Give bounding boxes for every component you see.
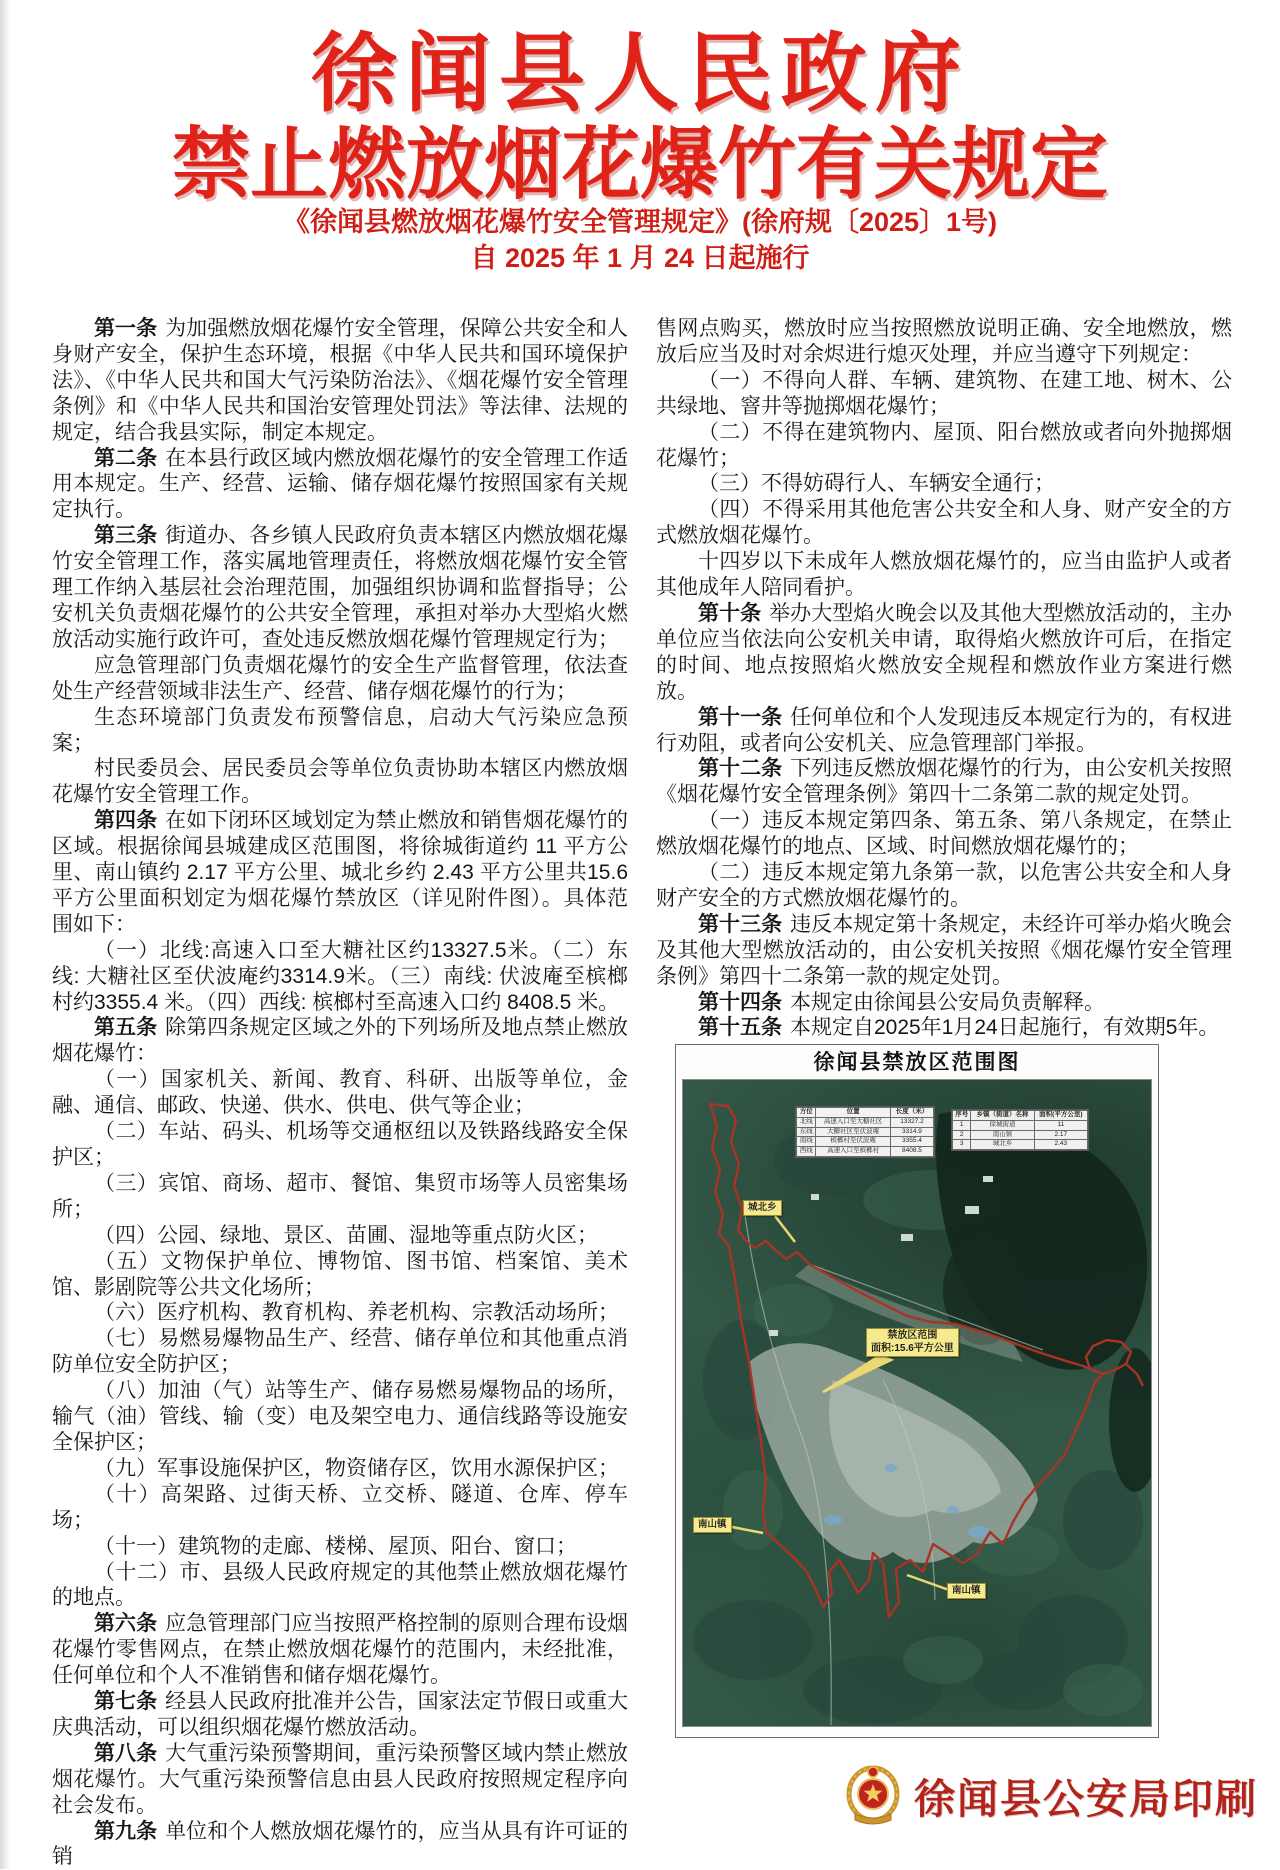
table-cell: 3355.4 [890,1137,933,1147]
table-header-cell: 位置 [816,1108,891,1118]
article-text: （十一）建筑物的走廊、楼梯、屋顶、阳台、窗口； [94,1534,577,1558]
table-header-cell: 长度（米） [890,1108,933,1118]
article-number: 第二条 [94,446,158,470]
article-paragraph [656,705,1232,757]
table-header-cell: 序号 [953,1111,971,1121]
article-paragraph [52,523,628,653]
article-text: （三）宾馆、商场、超市、餐馆、集贸市场等人员密集场所； [52,1171,628,1221]
article-number: 第七条 [94,1690,158,1714]
article-number: 第三条 [94,524,158,548]
table-cell: 南线 [797,1137,816,1147]
article-number: 第十条 [698,601,762,625]
page-title-line2: 禁止燃放烟花爆竹有关规定 [171,120,1108,208]
map-table [796,1107,934,1157]
annotation-line2: 面积:15.6平方公里 [871,1342,954,1354]
scan-edge [0,0,10,1869]
article-paragraph [52,1067,628,1119]
article-text: （十）高架路、过街天桥、立交桥、隧道、仓库、停车场； [52,1482,628,1532]
article-text: 应急管理部门负责烟花爆竹的安全生产监督管理，依法查处生产经营领域非法生产、经营、储存烟花爆竹的行为； [52,653,628,703]
article-paragraph [52,446,628,524]
article-text: 大气重污染预警期间，重污染预警区域内禁止燃放烟花爆竹。大气重污染预警信息由县人民政府按照规定程序向社会发布。 [52,1741,629,1817]
article-paragraph [52,1015,628,1067]
article-text: 下列违反燃放烟花爆竹的行为，由公安机关按照《烟花爆竹安全管理条例》第四十二条第二款的规定处罚。 [656,757,1232,807]
table-cell: 槟榔村至伏波庵 [816,1137,891,1147]
article-paragraph [52,705,628,757]
article-paragraph [656,912,1232,990]
article-text: 经县人民政府批准并公告，国家法定节假日或重大庆典活动，可以组织烟花爆竹燃放活动。 [52,1690,629,1739]
article-text: 除第四条规定区域之外的下列场所及地点禁止燃放烟花爆竹： [52,1016,629,1066]
table-cell: 西线 [797,1147,816,1157]
article-text: 单位和个人燃放烟花爆竹的，应当从具有许可证的销 [52,1819,629,1869]
article-text: （二）不得在建筑物内、屋顶、阳台燃放或者向外抛掷烟花爆竹； [656,420,1232,470]
left-text-column [52,316,628,1870]
article-text: （六）医疗机构、教育机构、养老机构、宗教活动场所； [94,1301,619,1325]
table-cell: 大糖社区至伏波庵 [816,1127,891,1137]
article-text: （一）北线:高速入口至大糖社区约13327.5米。（二）东线: 大糖社区至伏波庵约3314.9米。（三）南线: 伏波庵至槟榔村约3355.4 米。（四）西线: 槟榔村至高速入口约 8408.5 米。 [52,938,628,1014]
article-number: 第十二条 [698,757,783,781]
article-paragraph [52,1534,628,1560]
article-paragraph [656,601,1232,705]
table-cell: 2.17 [1034,1130,1087,1140]
article-text: （二）违反本规定第九条第一款，以危害公共安全和人身财产安全的方式燃放烟花爆竹的。 [656,861,1232,910]
article-paragraph [52,756,628,808]
article-paragraph [52,808,628,938]
town-area-table [951,1109,1089,1151]
boundary-length-table [795,1106,935,1158]
article-number: 第四条 [94,809,158,833]
table-row [953,1140,1088,1150]
table-cell: 城北乡 [971,1140,1034,1150]
table-row [797,1117,934,1127]
article-text: 街道办、各乡镇人民政府负责本辖区内燃放烟花爆竹安全管理工作，落实属地管理责任，将燃放烟花爆竹安全管理工作纳入基层社会治理范围，加强组织协调和监督指导；公安机关负责烟花爆竹的公共安全管理，承担对举办大型焰火燃放活动实施行政许可，查处违反燃放烟花爆竹管理规定行为； [52,524,629,651]
article-paragraph [656,860,1232,912]
map-annotation-prohibited-area [866,1328,959,1357]
article-number: 第六条 [94,1612,158,1636]
article-paragraph [52,316,628,446]
article-paragraph [656,497,1232,549]
article-paragraph [52,1482,628,1534]
article-paragraph [656,808,1232,860]
table-row [953,1130,1088,1140]
annotation-line1: 禁放区范围 [887,1330,938,1341]
printed-by: 徐闻县公安局印刷 [914,1775,1258,1822]
article-text: （二）车站、码头、机场等交通枢纽以及铁路线路安全保护区； [52,1120,628,1169]
article-paragraph [52,653,628,705]
article-text: 十四岁以下未成年人燃放烟花爆竹的，应当由监护人或者其他成年人陪同看护。 [656,550,1232,600]
article-text: 生态环境部门负责发布预警信息，启动大气污染应急预案； [52,705,628,755]
article-number: 第一条 [94,317,158,340]
table-cell: 东线 [797,1127,816,1137]
table-header-cell: 面积(平方公里) [1034,1111,1087,1121]
article-text: 售网点购买，燃放时应当按照燃放说明正确、安全地燃放，燃放后应当及时对余烬进行熄灭处理，并应当遵守下列规定： [656,317,1232,366]
table-cell: 南山镇 [971,1130,1034,1140]
map-title: 徐闻县禁放区范围图 [813,1051,1021,1074]
article-text: 本规定自2025年1月24日起施行，有效期5年。 [789,1016,1220,1040]
satellite-map [682,1079,1152,1727]
table-cell: 高速入口至槟榔村 [816,1147,891,1157]
article-text: （九）军事设施保护区，物资储存区，饮用水源保护区； [94,1456,619,1480]
article-text: （四）公园、绿地、景区、苗圃、湿地等重点防火区； [94,1223,598,1247]
effective-date-line: 自 2025 年 1 月 24 日起施行 [470,243,810,273]
article-text: 应急管理部门应当按照严格控制的原则合理布设烟花爆竹零售网点，在禁止燃放烟花爆竹的范围内，未经批准，任何单位和个人不准销售和储存烟花爆竹。 [52,1612,629,1688]
article-text: 村民委员会、居民委员会等单位负责协助本辖区内燃放烟花爆竹安全管理工作。 [52,757,628,807]
table-header-cell: 方位 [797,1108,816,1118]
map-figure [675,1044,1159,1738]
table-cell: 3314.9 [890,1127,933,1137]
article-paragraph [52,1378,628,1456]
article-paragraph [52,1741,628,1819]
article-paragraph [656,756,1232,808]
table-row [797,1147,934,1157]
table-cell: 北线 [797,1117,816,1127]
article-paragraph [52,1611,628,1689]
article-paragraph [52,938,628,1016]
article-text: 为加强燃放烟花爆竹安全管理，保障公共安全和人身财产安全，保护生态环境，根据《中华人民共和国环境保护法》、《中华人民共和国大气污染防治法》、《烟花爆竹安全管理条例》和《中华人民共和国治安管理处罚法》等法律、法规的规定，结合我县实际，制定本规定。 [52,317,629,444]
table-cell: 徐城街道 [971,1120,1034,1130]
article-number: 第十五条 [698,1016,782,1040]
table-cell: 1 [953,1120,971,1130]
article-paragraph [656,316,1232,368]
article-paragraph [52,1326,628,1378]
article-paragraph [52,1249,628,1301]
table-row [797,1137,934,1147]
map-label-chengbeixiang: 城北乡 [743,1200,782,1216]
article-text: （一）不得向人群、车辆、建筑物、在建工地、树木、公共绿地、窨井等抛掷烟花爆竹； [656,368,1232,418]
article-text: 举办大型焰火晚会以及其他大型燃放活动的，主办单位应当依法向公安机关申请，取得焰火燃放许可后，在指定的时间、地点按照焰火燃放安全规程和燃放作业方案进行燃放。 [656,601,1233,703]
map-label-nanshanzhen-1: 南山镇 [693,1517,732,1533]
table-header-cell: 乡镇（街道）名称 [971,1111,1034,1121]
article-paragraph [52,1223,628,1249]
article-number: 第五条 [94,1016,158,1040]
article-paragraph [656,990,1232,1016]
article-text: （五）文物保护单位、博物馆、图书馆、档案馆、美术馆、影剧院等公共文化场所； [52,1249,628,1299]
article-number: 第十三条 [698,912,783,936]
article-text: 在如下闭环区域划定为禁止燃放和销售烟花爆竹的区域。根据徐闻县城建成区范围图，将徐城街道约 11 平方公里、南山镇约 2.17 平方公里、城北乡约 2.43 平方公里共15.6 平方公里面积划定为烟花爆竹禁放区（详见附件图）。具体范围如下： [52,809,629,936]
table-cell: 13327.2 [890,1117,933,1127]
article-number: 第十一条 [698,705,783,729]
article-paragraph [656,420,1232,472]
article-paragraph [52,1560,628,1612]
article-paragraph [52,1456,628,1482]
article-text: 本规定由徐闻县公安局负责解释。 [789,990,1105,1014]
table-cell: 8408.5 [890,1147,933,1157]
article-text: （一）国家机关、新闻、教育、科研、出版等单位，金融、通信、邮政、快递、供水、供电、供气等企业； [52,1068,628,1118]
table-row [953,1120,1088,1130]
article-paragraph [656,368,1232,420]
article-paragraph [656,1015,1232,1041]
article-text: （一）违反本规定第四条、第五条、第八条规定，在禁止燃放烟花爆竹的地点、区域、时间燃放烟花爆竹的； [656,809,1232,859]
article-number: 第十四条 [698,990,782,1014]
satellite-terrain [683,1080,1152,1727]
page-title-line1: 徐闻县人民政府 [311,26,969,122]
article-text: （三）不得妨碍行人、车辆安全通行； [698,472,1055,496]
article-paragraph [52,1300,628,1326]
article-text: （八）加油（气）站等生产、储存易燃易爆物品的场所，输气（油）管线、输（变）电及架空电力、通信线路等设施安全保护区； [52,1379,628,1454]
article-text: （十二）市、县级人民政府规定的其他禁止燃放烟花爆竹的地点。 [52,1560,628,1610]
map-table [952,1110,1088,1150]
article-paragraph [656,549,1232,601]
article-text: 在本县行政区域内燃放烟花爆竹的安全管理工作适用本规定。生产、经营、运输、储存烟花爆竹按照国家有关规定执行。 [52,446,629,522]
map-label-nanshanzhen-2: 南山镇 [947,1583,986,1599]
police-badge-icon [845,1764,901,1826]
table-cell: 2.43 [1034,1140,1087,1150]
article-number: 第八条 [94,1741,158,1765]
article-text: （七）易燃易爆物品生产、经营、储存单位和其他重点消防单位安全防护区； [52,1327,628,1377]
article-paragraph [52,1819,628,1870]
article-number: 第九条 [94,1819,158,1843]
article-paragraph [656,471,1232,497]
table-row [797,1127,934,1137]
table-cell: 高速入口至大糖社区 [816,1117,891,1127]
article-paragraph [52,1689,628,1741]
table-cell: 3 [953,1140,971,1150]
table-cell: 11 [1034,1120,1087,1130]
regulation-reference: 《徐闻县燃放烟花爆竹安全管理规定》(徐府规〔2025〕1号) [282,207,998,237]
right-text-column [656,316,1232,1041]
article-text: 任何单位和个人发现违反本规定行为的，有权进行劝阻，或者向公安机关、应急管理部门举报。 [656,705,1232,755]
footer [845,1764,1258,1826]
table-cell: 2 [953,1130,971,1140]
article-text: 违反本规定第十条规定，未经许可举办焰火晚会及其他大型燃放活动的，由公安机关按照《烟花爆竹安全管理条例》第四十二条第一款的规定处罚。 [656,912,1232,988]
article-paragraph [52,1119,628,1171]
article-text: （四）不得采用其他危害公共安全和人身、财产安全的方式燃放烟花爆竹。 [656,498,1232,548]
article-paragraph [52,1171,628,1223]
